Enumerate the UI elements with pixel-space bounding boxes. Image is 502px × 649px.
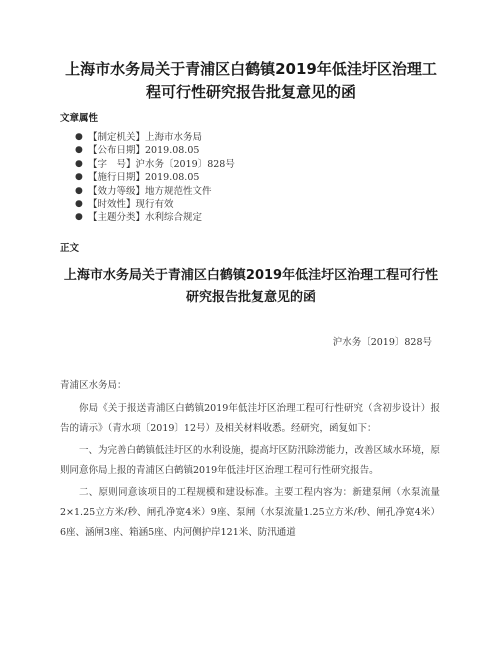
bullet-icon: ● (75, 132, 83, 142)
property-label: 【制定机关】 (88, 132, 146, 143)
property-item (75, 211, 235, 224)
bullet-icon: ● (75, 185, 83, 196)
bullet-icon: ● (75, 145, 83, 156)
article-title: 上海市水务局关于青浦区白鹤镇2019年低洼圩区治理工程可行性研究报告批复意见的函 (63, 268, 439, 305)
property-value: 地方规范性文件 (145, 185, 212, 197)
property-value: 水利综合规定 (145, 212, 203, 224)
property-label: 【效力等级】 (88, 185, 146, 197)
property-label: 【主题分类】 (88, 212, 146, 224)
bullet-icon: ● (75, 172, 83, 183)
property-item (75, 185, 235, 198)
property-label: 【字 号】 (88, 158, 136, 170)
property-item (75, 158, 235, 171)
property-value: 现行有效 (135, 199, 174, 211)
document-title: 上海市水务局关于青浦区白鹤镇2019年低洼圩区治理工程可行性研究报告批复意见的函 (65, 60, 437, 101)
property-item (75, 171, 235, 184)
property-item (75, 198, 235, 211)
property-value: 2019.08.05 (145, 145, 200, 157)
bullet-icon: ● (75, 212, 83, 223)
properties-list (75, 131, 235, 225)
property-item (75, 131, 235, 144)
body-paragraphs (60, 399, 440, 545)
paragraph: 一、为完善白鹤镇低洼圩区的水利设施，提高圩区防汛除涝能力，改善区域水环境，原则同意你局上报的青浦区白鹤镇2019年低洼圩区治理工程可行性研究报告。 (60, 444, 441, 477)
bullet-icon: ● (75, 199, 83, 210)
property-item (75, 144, 235, 157)
property-value: 2019.08.05 (145, 172, 200, 184)
document-number: 沪水务〔2019〕828号 (332, 337, 432, 348)
paragraph: 你局《关于报送青浦区白鹤镇2019年低洼圩区治理工程可行性研究（含初步设计）报告的请示》（青水项〔2019〕12号）及相关材料收悉。经研究，函复如下： (60, 403, 440, 435)
property-label: 【公布日期】 (88, 145, 146, 157)
property-label: 【施行日期】 (88, 172, 146, 184)
addressee: 青浦区水务局： (60, 380, 127, 391)
property-value: 上海市水务局 (145, 132, 203, 143)
property-value: 沪水务〔2019〕828号 (135, 158, 235, 170)
properties-heading: 文章属性 (60, 113, 99, 124)
paragraph: 二、原则同意该项目的工程规模和建设标准。主要工程内容为：新建泵闸（水泵流量2×1.25立方米/秒、闸孔净宽4米）9座、泵闸（水泵流量1.25立方米/秒、闸孔净宽4米）6座、涵闸3座、箱涵5座、内河侧护岸121米、防汛通道 (60, 486, 440, 539)
property-label: 【时效性】 (88, 199, 136, 211)
bullet-icon: ● (75, 158, 83, 169)
body-heading: 正文 (60, 243, 80, 254)
